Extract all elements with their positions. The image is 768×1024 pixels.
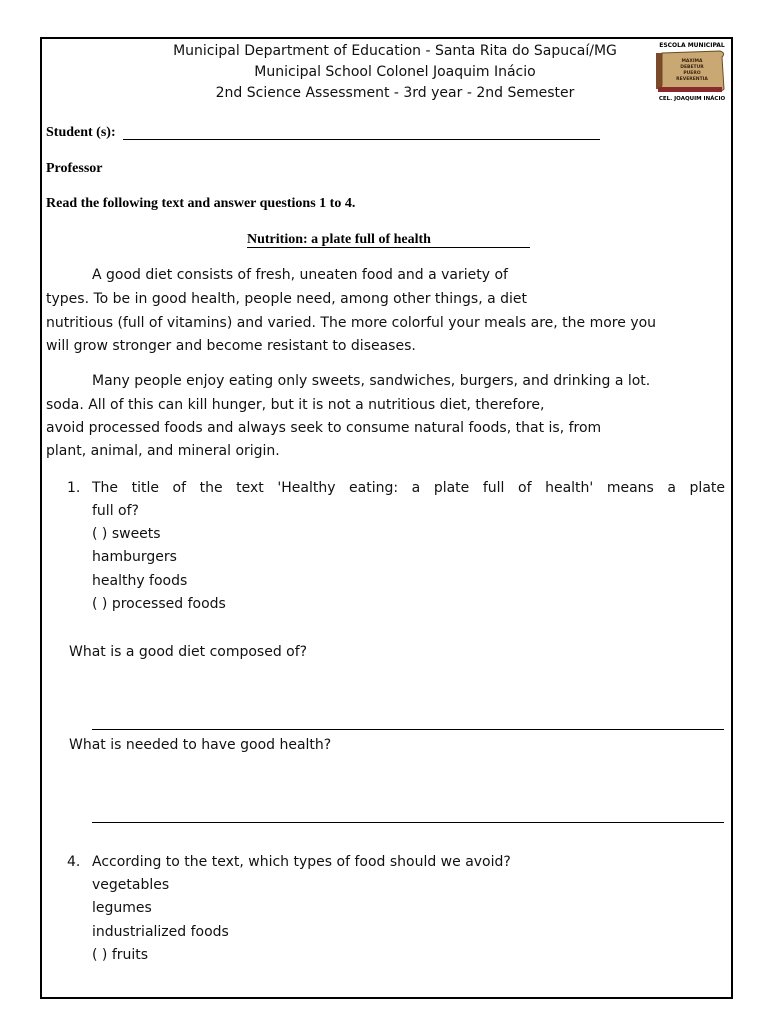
question3-text: What is needed to have good health? (69, 737, 332, 753)
svg-text:PUERO: PUERO (683, 71, 701, 76)
question1-text-line1: The title of the text 'Healthy eating: a plate full of health' means a plate (92, 480, 725, 496)
paragraph1-line2: types. To be in good health, people need, among other things, a diet (46, 291, 528, 307)
logo-top-text: ESCOLA MUNICIPAL (659, 42, 725, 49)
question1-option-sweets[interactable]: ( ) sweets (92, 526, 161, 542)
header-assessment: 2nd Science Assessment - 3rd year - 2nd Semester (215, 85, 575, 101)
instruction: Read the following text and answer questions 1 to 4. (46, 196, 356, 211)
paragraph1-line3: nutritious (full of vitamins) and varied. The more colorful your meals are, the more you (46, 315, 657, 331)
svg-text:REVERENTIA: REVERENTIA (676, 77, 708, 82)
question2-text: What is a good diet composed of? (69, 644, 308, 660)
svg-text:MAXIMA: MAXIMA (681, 59, 703, 64)
question4-option-legumes[interactable]: legumes (92, 900, 152, 916)
text-title: Nutrition: a plate full of health (247, 232, 431, 247)
paragraph2-line3: avoid processed foods and always seek to consume natural foods, that is, from (46, 420, 602, 436)
question1-option-healthy-foods[interactable]: healthy foods (92, 573, 188, 589)
paragraph1-line1: A good diet consists of fresh, uneaten food and a variety of (92, 267, 508, 283)
question4-option-fruits[interactable]: ( ) fruits (92, 947, 149, 963)
question1-text-line2: full of? (92, 503, 139, 519)
question4-text: According to the text, which types of food should we avoid? (92, 854, 511, 870)
paragraph2-line2: soda. All of this can kill hunger, but it is not a nutritious diet, therefore, (46, 397, 545, 413)
title-underline (247, 247, 530, 248)
question4-option-industrialized-foods[interactable]: industrialized foods (92, 924, 229, 940)
header-department: Municipal Department of Education - Santa Rita do Sapucaí/MG (173, 43, 617, 59)
student-name-line[interactable] (123, 139, 600, 140)
header-school: Municipal School Colonel Joaquim Inácio (254, 64, 536, 80)
question3-answer-line[interactable] (92, 822, 724, 823)
question2-answer-line[interactable] (92, 729, 724, 730)
paragraph2-line1: Many people enjoy eating only sweets, sandwiches, burgers, and drinking a lot. (92, 373, 651, 389)
student-label: Student (s): (46, 125, 116, 140)
question4-option-vegetables[interactable]: vegetables (92, 877, 170, 893)
question1-option-processed-foods[interactable]: ( ) processed foods (92, 596, 226, 612)
school-logo (654, 41, 730, 101)
logo-bottom-text: CEL. JOAQUIM INÁCIO (658, 96, 726, 101)
question1-option-hamburgers[interactable]: hamburgers (92, 549, 177, 565)
paragraph1-line4: will grow stronger and become resistant to diseases. (46, 338, 416, 354)
professor-label: Professor (46, 161, 103, 176)
svg-text:DEBETUR: DEBETUR (680, 65, 704, 70)
question4-number: 4. (67, 854, 81, 870)
paragraph2-line4: plant, animal, and mineral origin. (46, 443, 280, 459)
question1-number: 1. (67, 480, 81, 496)
